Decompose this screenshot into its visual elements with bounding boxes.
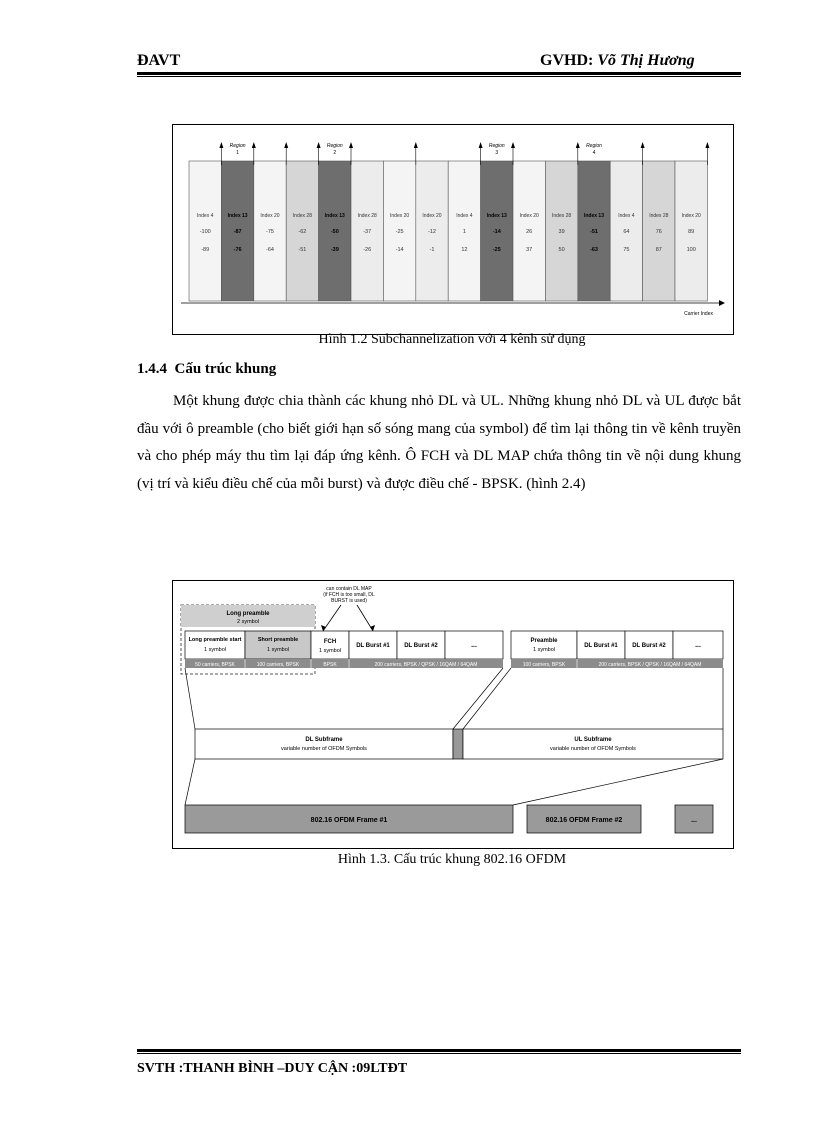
column-2-top: -87 [233,229,242,235]
boundary-arrowhead-9 [576,142,580,148]
figure2-caption: Hình 1.3. Cấu trúc khung 802.16 OFDM [337,852,567,867]
column-12-top: 39 [558,229,565,235]
ul-cell-preamble [511,631,577,659]
column-1-top: -100 [199,229,211,235]
column-5-bottom: -39 [330,247,339,253]
frame-structure-diagram [173,581,733,848]
note-arrowhead-burst [370,625,375,631]
region-2-label: Region [326,143,343,149]
subchannel-diagram [173,125,733,334]
column-14-label: Index 4 [618,213,635,219]
column-12-bottom: 50 [558,247,565,253]
column-9-bottom: 12 [461,247,468,253]
column-11-label: Index 20 [519,213,539,219]
column-16-top: 89 [688,229,695,235]
column-3-top: -75 [266,229,274,235]
dl-subframe [195,729,453,759]
header-rule-thin [137,76,741,77]
column-4-label: Index 28 [292,213,312,219]
dl-cell-short-preamble [245,631,311,659]
note-line-2: (if FCH is too small, DL [323,592,375,598]
dl-cell-long-start [185,631,245,659]
dl-subframe-title: DL Subframe [305,737,343,743]
column-7-label: Index 20 [390,213,410,219]
dl-cell-1-sub: 1 symbol [203,647,227,653]
frame-2-label: 802.16 OFDM Frame #2 [545,817,623,824]
boundary-arrowhead-6 [414,142,418,148]
frame-1-label: 802.16 OFDM Frame #1 [310,817,388,824]
region-2-number: 2 [333,150,337,156]
column-16-bottom: 100 [686,247,696,253]
note-arrowhead-fch [321,625,326,631]
column-6-label: Index 28 [357,213,377,219]
dl-info-3: BPSK [323,662,337,668]
column-6-top: -37 [363,229,372,235]
dl-subframe-sub: variable number of OFDM Symbols [281,746,367,752]
column-10-label: Index 13 [486,213,507,219]
dl-cell-4-title: DL Burst #1 [356,643,390,649]
boundary-arrowhead-1 [219,142,223,148]
ul-cell-1-title: Preamble [530,638,558,644]
ul-connector-left [463,668,511,729]
ul-subframe-sub: variable number of OFDM Symbols [550,746,636,752]
dl-info-1: 50 carriers, BPSK [195,662,235,668]
footer-rule [137,1049,741,1052]
column-13-label: Index 13 [583,213,605,219]
column-9-top: 1 [462,229,466,235]
figure-frame-structure [172,580,734,849]
region-3-label: Region [488,143,505,149]
column-3-label: Index 20 [260,213,280,219]
column-11-top: 26 [526,229,533,235]
header-rule [137,72,741,75]
column-14-top: 64 [623,229,630,235]
column-4-bottom: -51 [298,247,307,253]
boundary-arrowhead-8 [511,142,515,148]
column-8-bottom: -1 [429,247,435,253]
column-13-bottom: -63 [590,247,598,253]
footer-text: SVTH :THANH BÌNH –DUY CẬN :09LTĐT [137,1061,408,1076]
frame-more-label: ... [691,817,697,824]
column-8-label: Index 20 [422,213,442,219]
dl-cell-fch [311,631,349,659]
dl-cell-5-title: DL Burst #2 [404,643,438,649]
region-1-number: 1 [236,150,239,156]
column-2-bottom: -76 [233,247,242,253]
carrier-axis-arrowhead [719,300,725,306]
dl-connector-right [453,668,503,729]
column-10-bottom: -25 [492,247,501,253]
ul-cell-4-title: ... [695,642,701,649]
dl-cell-2-title: Short preamble [257,637,299,643]
ul-cell-2-title: DL Burst #1 [584,643,618,649]
ul-cell-3-title: DL Burst #2 [632,643,666,649]
dl-info-2: 100 carriers, BPSK [256,662,300,668]
ul-info-2: 200 carriers, BPSK / QPSK / 16QAM / 64QAM [598,662,702,668]
header-right-name: Võ Thị Hương [597,52,695,69]
ul-info-1: 100 carriers, BPSK [522,662,566,668]
boundary-arrowhead-5 [349,142,353,148]
long-preamble-title: Long preamble [226,611,270,617]
region-1-label: Region [229,143,246,149]
figure1-caption: Hình 1.2 Subchannelization với 4 kênh sử dụng [318,332,586,347]
note-line-3: BURST is used) [331,598,367,604]
section-title: Cấu trúc khung [174,361,277,377]
header-right [540,52,695,70]
body-paragraph: Một khung được chia thành các khung nhỏ DL và UL. Những khung nhỏ DL và UL được bắt đầu với ô preamble (cho biết giới hạn số sóng mang của symbol) để tìm lại thông tin về kênh truyền và cho phép máy thu tìm lại đáp ứng kênh. Ô FCH và DL MAP chứa thông tin về nội dung khung (vị trí và kiểu điều chế của mỗi burst) và được điều chế - BPSK. (hình 2.4) [137,393,741,492]
column-15-top: 76 [655,229,662,235]
column-6-bottom: -26 [363,247,372,253]
section-heading [137,361,276,378]
column-1-label: Index 4 [196,213,214,219]
column-9-label: Index 4 [456,213,473,219]
column-2-label: Index 13 [227,213,248,219]
dl-cell-6-title: ... [471,642,477,649]
dl-connector-left [185,668,195,729]
column-11-bottom: 37 [526,247,533,253]
long-preamble-sub: 2 symbol [236,619,260,625]
region-3-number: 3 [495,150,499,156]
region-4-label: Region [586,143,602,149]
carrier-axis-label: Carrier Index [684,311,713,317]
boundary-arrowhead-11 [705,142,709,148]
column-14-bottom: 75 [623,247,630,253]
ul-subframe-title: UL Subframe [574,737,612,743]
column-5-label: Index 13 [324,213,345,219]
header-left: ĐAVT [137,52,181,69]
column-7-top: -25 [395,229,404,235]
boundary-arrowhead-7 [479,142,483,148]
column-5-top: -50 [330,229,339,235]
boundary-arrowhead-3 [284,142,288,148]
footer-rule-thin [137,1053,741,1054]
dl-cell-3-title: FCH [323,639,337,645]
column-15-bottom: 87 [655,247,662,253]
boundary-arrowhead-10 [641,142,645,148]
column-15-label: Index 28 [649,213,669,219]
boundary-arrowhead-4 [317,142,321,148]
header-right-label: GVHD: [540,52,594,69]
frame-connector-left [185,759,195,805]
column-10-top: -14 [492,229,501,235]
column-4-top: -62 [298,229,307,235]
figure-subchannelization [172,124,734,335]
column-3-bottom: -64 [266,247,274,253]
section-number: 1.4.4 [137,361,167,377]
column-16-label: Index 20 [681,213,701,219]
dl-cell-1-title: Long preamble start [188,637,242,643]
column-12-label: Index 28 [552,213,572,219]
column-1-bottom: -89 [201,247,210,253]
column-13-top: -51 [590,229,598,235]
boundary-arrowhead-2 [252,142,256,148]
column-7-bottom: -14 [395,247,404,253]
ul-subframe [463,729,723,759]
note-line-1: can contain DL MAP [326,586,372,592]
dl-info-4: 200 carriers, BPSK / QPSK / 16QAM / 64QAM [374,662,478,668]
dl-cell-3-sub: 1 symbol [318,648,342,654]
ul-cell-1-sub: 1 symbol [532,647,556,653]
frame-connector-right [513,759,723,805]
region-4-number: 4 [592,150,596,156]
column-8-top: -12 [428,229,436,235]
dl-cell-2-sub: 1 symbol [266,647,290,653]
gap-block [453,729,463,759]
